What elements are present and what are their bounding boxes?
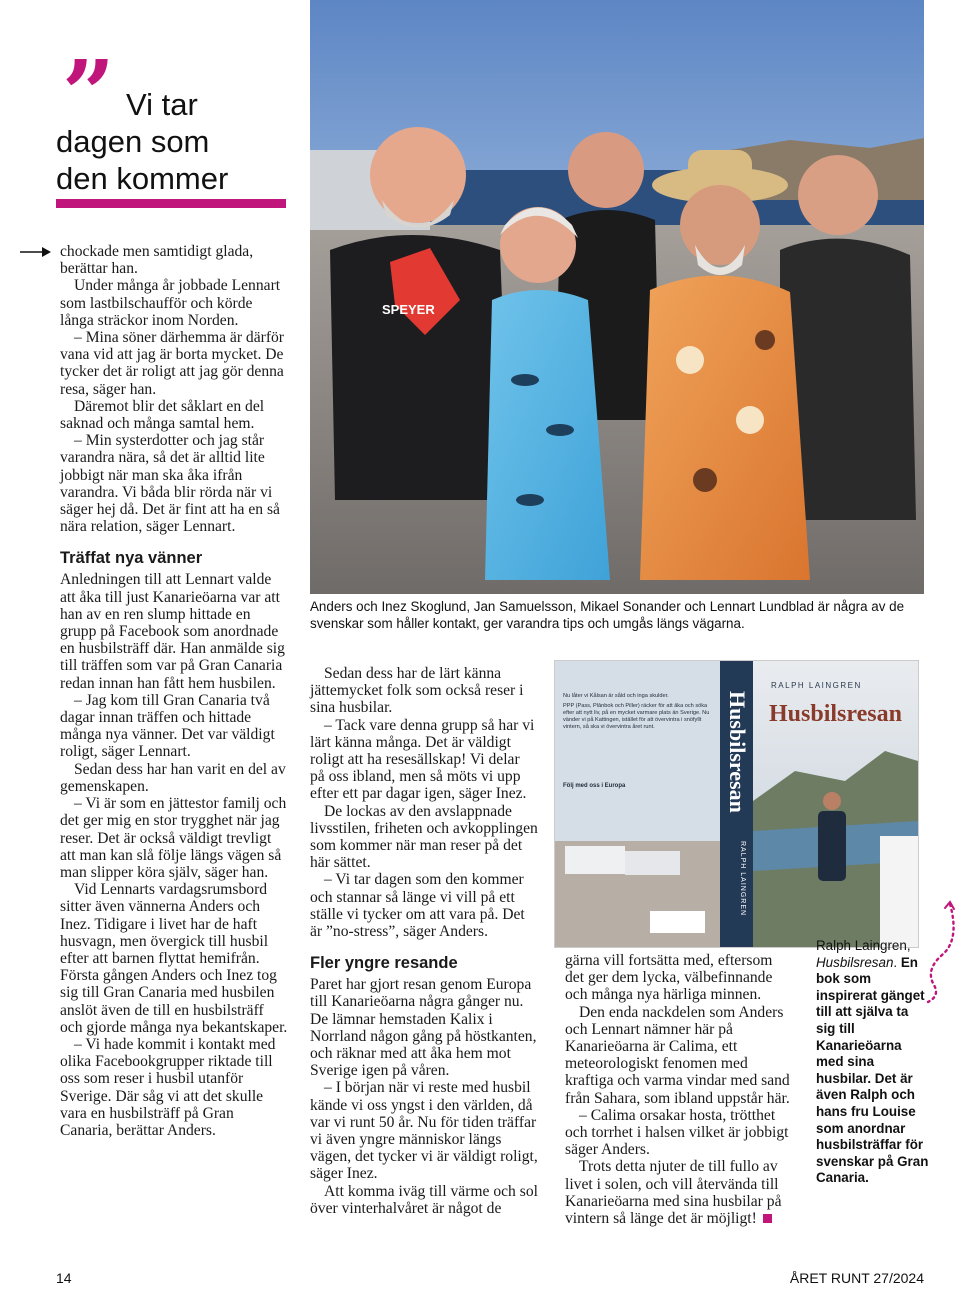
tshirt-print-text: SPEYER [382, 302, 435, 317]
article-column-1 [60, 243, 290, 1139]
article-column-3 [565, 952, 795, 1227]
body-paragraph: – Min systerdotter och jag står varandra nära, så det är alltid lite jobbigt när man ska åka ifrån varandra. Vi båda blir rörda när vi säger hej då. Det är fint att ha en så nära relation, säger Lennart. [60, 432, 280, 536]
body-paragraph: – I början när vi reste med husbil kände vi oss yngst i den världen, då var vi runt 50 år. Nu för tiden träffar vi även yngre människor längs vägen, det tycker vi är väldigt roligt, säger Inez. [310, 1079, 538, 1183]
body-paragraph: Vid Lennarts vardagsrumsbord sitter även vännerna Anders och Inez. Tidigare i livet har de haft husvagn, men övergick till husbil efter att barnen flyttat hemifrån. Första gången Anders och Inez tog sig till Gran Canaria med husbilen anslöt även de till en husbilsträff och gjorde många nya bekantskaper. [60, 881, 288, 1036]
body-paragraph: Sedan dess har han varit en del av gemenskapen. [60, 760, 286, 795]
book-spine-title: Husbilsresan [725, 691, 750, 813]
subheading: Träffat nya vänner [60, 549, 203, 568]
body-paragraph: – Jag kom till Gran Canaria två dagar innan träffen och hittade många nya vänner. Det var väldigt roligt, säger Lennart. [60, 691, 275, 761]
body-paragraph: chockade men samtidigt glada, berättar han. [60, 243, 254, 278]
quote-mark-icon: ” [62, 40, 115, 148]
issue-label: ÅRET RUNT 27/2024 [789, 1270, 924, 1286]
body-paragraph: – Vi hade kommit i kontakt med olika Facebookgrupper riktade till oss som reser i husbil utanför Sverige. Där såg vi att det skulle vara en husbilsträff på Gran Canaria, berättar Anders. [60, 1035, 276, 1139]
body-paragraph: Sedan dess har de lärt känna jättemycket folk som också reser i sina husbilar. [310, 665, 524, 717]
pull-quote [56, 40, 288, 197]
book-author: RALPH LAINGREN [771, 681, 862, 690]
end-mark-icon [763, 1214, 772, 1223]
body-paragraph: Under många år jobbade Lennart som lastbilschaufför och körde långa sträckor inom Norden. [60, 277, 281, 329]
final-paragraph-text: Trots detta njuter de till fullo av livet i solen, och vill återvända till Kanarieöarna med sina husbilar på vintern så länge det är möjligt! [565, 1158, 782, 1228]
book-cover-image [555, 661, 918, 947]
body-paragraph: – Vi tar dagen som den kommer och stannar så länge vi vill på ett ställe vi tycker om att vara på. Det är ”no-stress”, säger Anders. [310, 871, 525, 941]
body-paragraph: – Tack vare denna grupp så har vi lärt känna många. Det är väldigt roligt att ha resesällskap! Vi delar på oss ibland, men så möts vi upp efter ett par dagar igen, säger Inez. [310, 716, 535, 803]
body-paragraph: – Mina söner därhemma är därför vana vid att jag är borta mycket. De tycker det är roligt att jag gör denna resa, säger han. [60, 329, 284, 398]
body-paragraph: Anledningen till att Lennart valde att åka till just Kanarieöarna var att han av en ren slump hittade en grupp på Facebook som anordnade en husbilsträff där. Han anmälde sig till träffen som var på Gran Canaria redan innan han fått hem husbilen. [60, 571, 285, 692]
article-column-2 [310, 665, 538, 1217]
dotted-pointer-icon [920, 900, 960, 1005]
photo-caption: Anders och Inez Skoglund, Jan Samuelsson, Mikael Sonander och Lennart Lundblad är några av de svenskar som håller kontakt, ger varandra tips och umgås längs vägarna. [310, 599, 905, 631]
book-back-blurb: PPP (Pass, Plånbok och Piller) räcker för att åka och söka efter att nytt liv, på en mycket varmare plats än Sverige. Nu vänder vi på Kattingen, istället för att övervintra i snöfyllt vintern, så ska vi övervintra året runt. [563, 703, 710, 730]
group-photo-illustration [310, 0, 924, 594]
page-number: 14 [56, 1270, 72, 1286]
group-photo [310, 0, 924, 594]
pull-quote-rule [56, 199, 286, 208]
book-spine-author: RALPH LAINGREN [739, 841, 746, 917]
body-paragraph: Den enda nackdelen som Anders och Lennart nämner här på Kanarieöarna är Calima, ett meteorologiskt fenomen med kraftiga och varma vindar med sand från Sahara, som ibland uppstår här. [565, 1003, 790, 1107]
pull-quote-line: dagen som [56, 124, 210, 159]
book-title: Husbilsresan [769, 701, 902, 727]
body-paragraph: Att komma iväg till värme och sol över vinterhalvåret är något de [310, 1182, 538, 1217]
book-caption-name: Ralph Laingren, [816, 938, 911, 953]
pull-quote-line: Vi tar [126, 87, 198, 122]
book-caption-text: En bok som inspirerat gänget till att själva ta sig till Kanarieöarna med sina husbilar. Det är även Ralph och hans fru Louise som anordnar husbilsträffar för svenskar på Gran Canaria. [816, 954, 929, 1186]
subheading: Fler yngre resande [310, 954, 458, 973]
book-back-tagline: Följ med oss i Europa [563, 783, 626, 789]
book-cover-illustration [555, 661, 918, 947]
book-caption: Ralph Laingren, Husbilsresan. En bok som inspirerat gänget till att själva ta sig till Kanarieöarna med sina husbilar. Det är även Ralph och hans fru Louise som anordnar husbilsträffar för svenskar på Gran Canaria. [816, 938, 929, 1186]
body-paragraph: Däremot blir det såklart en del saknad och många samtal hem. [60, 397, 265, 433]
body-paragraph: Paret har gjort resan genom Europa till Kanarieöarna några gånger nu. De lämnar hemstaden Kalix i Norrland någon gång på höstkanten, och räknar med att åka hem mot Sverige igen på våren. [310, 976, 537, 1080]
book-back-text: Nu låter vi Kålsan är såld och inga skulder. [563, 693, 669, 699]
continuation-arrow-icon [20, 246, 52, 258]
body-paragraph: – Calima orsakar hosta, trötthet och torrhet i halsen vilket är jobbigt säger Anders. [565, 1106, 789, 1159]
body-paragraph: gärna vill fortsätta med, eftersom det ger dem lycka, välbefinnande och många nya härliga minnen. [565, 952, 773, 1004]
book-caption-title: Husbilsresan [816, 954, 894, 970]
body-paragraph [565, 1158, 795, 1227]
body-paragraph: – Vi är som en jättestor familj och det ger mig en stor trygghet när jag reser. Det är också väldigt trevligt att man kan slå följe längs vägen så man slipper köra själv, säger han. [60, 795, 287, 881]
body-paragraph: De lockas av den avslappnade livsstilen, friheten och avkopplingen som kommer när man reser på det här sättet. [310, 802, 538, 872]
pull-quote-line: den kommer [56, 161, 229, 196]
